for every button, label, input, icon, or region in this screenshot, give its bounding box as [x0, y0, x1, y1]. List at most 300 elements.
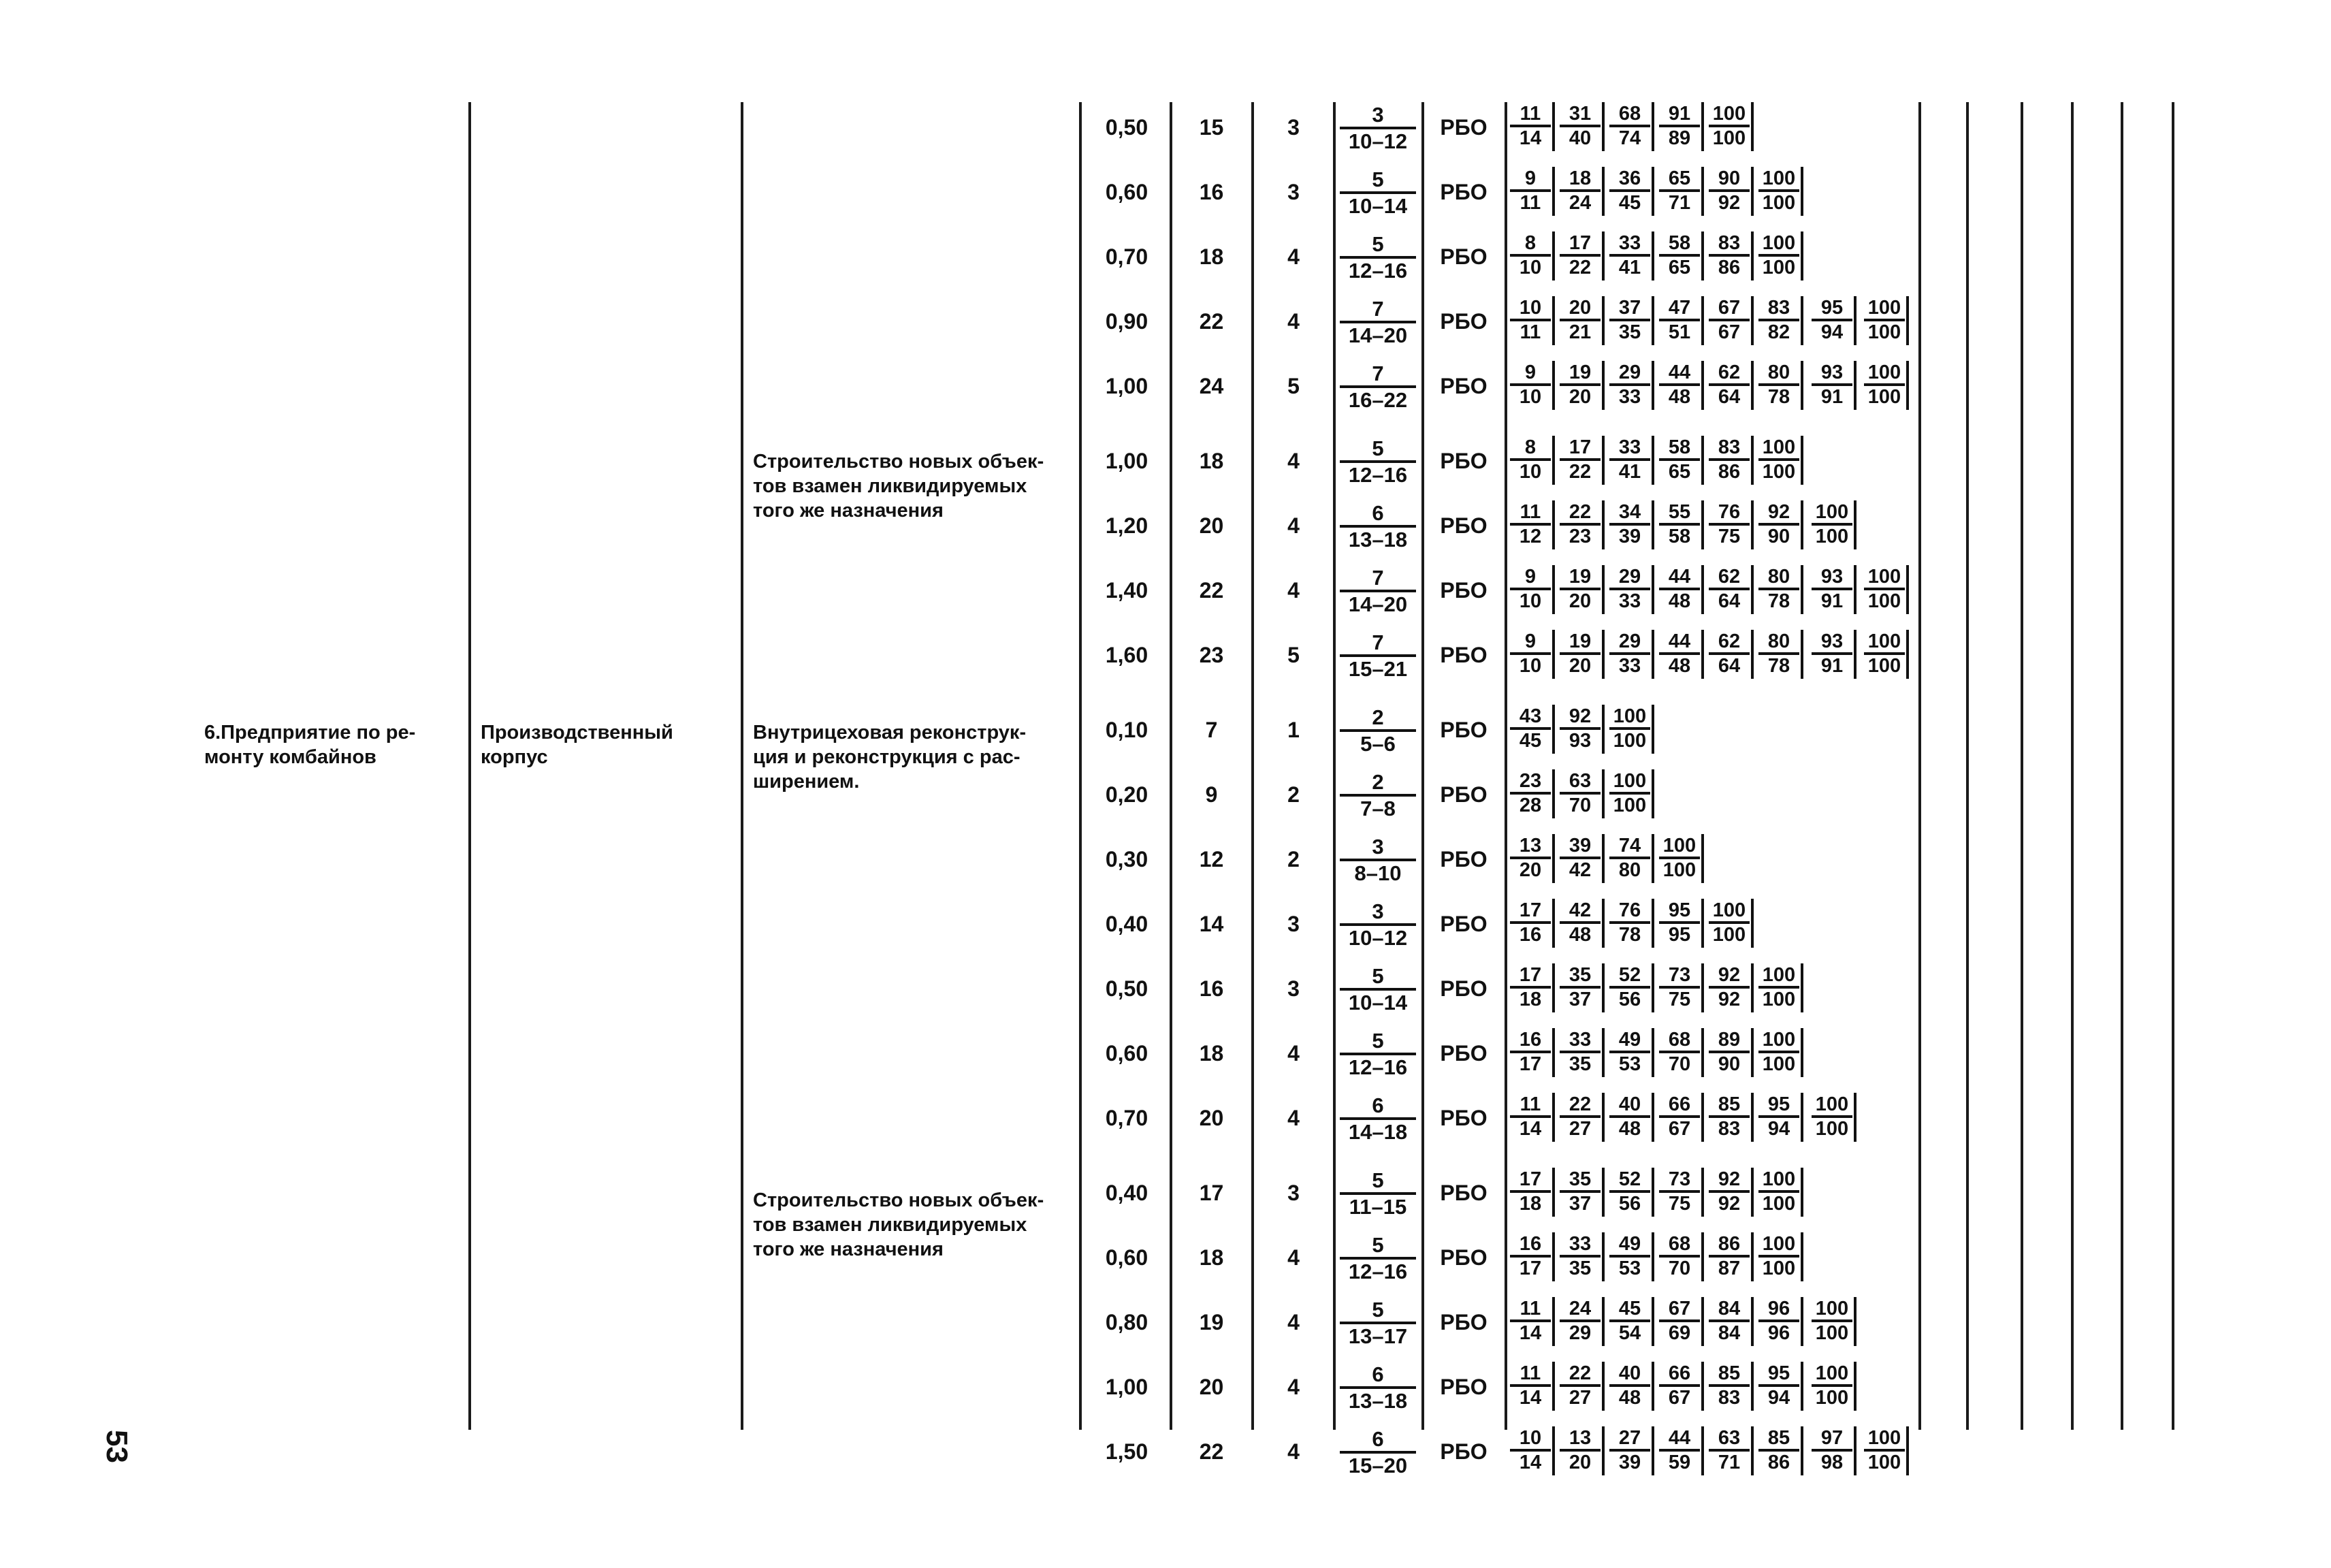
fraction-numerator: 5	[1372, 232, 1384, 256]
fraction-numerator: 17	[1519, 964, 1542, 986]
percent-fraction	[1510, 1234, 1551, 1279]
fraction-numerator: 5	[1372, 167, 1384, 191]
months-cell: 20	[1199, 1375, 1224, 1399]
fraction-numerator: 55	[1668, 501, 1691, 523]
percent-separator	[1801, 565, 1803, 614]
percent-fraction	[1609, 706, 1650, 751]
fraction-denominator: 91	[1820, 386, 1844, 408]
fraction-numerator: 22	[1569, 1093, 1592, 1115]
months-cell: 15	[1199, 115, 1224, 140]
count-cell: 5	[1287, 374, 1300, 398]
percent-fraction	[1659, 168, 1700, 213]
months-cell: 20	[1199, 1106, 1224, 1130]
fraction-numerator: 5	[1372, 436, 1384, 460]
fraction-numerator: 100	[1762, 167, 1796, 189]
fraction-denominator: 92	[1718, 192, 1741, 214]
percent-fraction	[1560, 1029, 1601, 1074]
column-rule	[1170, 102, 1172, 1430]
fraction-numerator: 11	[1520, 1362, 1541, 1384]
fraction-denominator: 98	[1820, 1452, 1844, 1473]
count-cell: 4	[1287, 449, 1300, 473]
percent-fraction	[1560, 835, 1601, 880]
column-rule	[2021, 102, 2023, 1430]
percent-fraction	[1510, 362, 1551, 407]
percent-fraction	[1609, 233, 1650, 278]
phase-fraction	[1340, 168, 1416, 217]
percent-separator	[1602, 500, 1605, 549]
percent-separator	[1701, 565, 1704, 614]
fraction-denominator: 82	[1767, 321, 1790, 343]
percent-separator	[1652, 1426, 1654, 1475]
percent-separator	[1751, 1232, 1754, 1281]
fraction-denominator: 67	[1718, 321, 1741, 343]
fraction-denominator: 75	[1718, 526, 1741, 547]
percent-separator	[1602, 436, 1605, 485]
fraction-denominator: 48	[1618, 1387, 1641, 1409]
fraction-numerator: 2	[1372, 705, 1384, 729]
fraction-denominator: 92	[1718, 1193, 1741, 1215]
cost-cell: 1,00	[1105, 449, 1148, 473]
fraction-numerator: 40	[1618, 1093, 1641, 1115]
fraction-denominator: 16	[1519, 924, 1542, 946]
fraction-denominator: 94	[1820, 321, 1844, 343]
percent-separator	[1552, 899, 1555, 948]
percent-fraction	[1864, 362, 1905, 407]
percent-separator	[1602, 565, 1605, 614]
percent-separator	[1652, 630, 1654, 679]
percent-fraction	[1864, 631, 1905, 676]
percent-separator	[1906, 565, 1909, 614]
count-cell: 3	[1287, 180, 1300, 204]
percent-separator	[1854, 1093, 1856, 1142]
months-cell: 22	[1199, 578, 1224, 603]
percent-separator	[1801, 1093, 1803, 1142]
count-cell: 1	[1287, 718, 1300, 742]
percent-separator	[1602, 1232, 1605, 1281]
percent-separator	[1751, 1426, 1754, 1475]
org-cell: РБО	[1440, 449, 1488, 473]
percent-fraction	[1560, 1363, 1601, 1408]
fraction-denominator: 93	[1569, 730, 1592, 752]
fraction-numerator: 5	[1372, 964, 1384, 988]
percent-fraction	[1510, 1169, 1551, 1214]
percent-fraction	[1758, 437, 1799, 482]
fraction-numerator: 92	[1718, 1168, 1741, 1190]
fraction-numerator: 27	[1618, 1427, 1641, 1449]
fraction-numerator: 39	[1569, 835, 1592, 857]
fraction-denominator: 22	[1569, 461, 1592, 483]
percent-separator	[1854, 361, 1856, 410]
fraction-denominator: 7–8	[1360, 797, 1396, 820]
percent-fraction	[1609, 1169, 1650, 1214]
fraction-numerator: 29	[1618, 566, 1641, 588]
percent-fraction	[1609, 835, 1650, 880]
fraction-numerator: 83	[1718, 436, 1741, 458]
percent-separator	[1751, 630, 1754, 679]
fraction-numerator: 20	[1569, 297, 1592, 319]
percent-fraction	[1510, 1298, 1551, 1343]
months-cell: 23	[1199, 643, 1224, 667]
fraction-numerator: 9	[1524, 566, 1537, 588]
fraction-numerator: 24	[1569, 1298, 1592, 1319]
fraction-numerator: 85	[1767, 1427, 1790, 1449]
fraction-numerator: 9	[1524, 630, 1537, 652]
months-cell: 18	[1199, 1041, 1224, 1066]
fraction-denominator: 10	[1519, 590, 1542, 612]
count-cell: 4	[1287, 1106, 1300, 1130]
fraction-denominator: 33	[1618, 386, 1641, 408]
fraction-numerator: 33	[1569, 1233, 1592, 1255]
fraction-denominator: 100	[1867, 321, 1901, 343]
phase-fraction	[1340, 706, 1416, 755]
fraction-numerator: 97	[1820, 1427, 1844, 1449]
percent-fraction	[1659, 1169, 1700, 1214]
column-rule	[1251, 102, 1254, 1430]
fraction-denominator: 18	[1519, 1193, 1542, 1215]
cost-cell: 0,90	[1105, 309, 1148, 334]
percent-fraction	[1510, 1363, 1551, 1408]
percent-separator	[1801, 436, 1803, 485]
fraction-numerator: 11	[1520, 1298, 1541, 1319]
phase-fraction	[1340, 771, 1416, 820]
percent-fraction	[1609, 1428, 1650, 1473]
column-rule	[1966, 102, 1969, 1430]
fraction-denominator: 12–16	[1348, 1260, 1408, 1283]
percent-separator	[1552, 1362, 1555, 1411]
fraction-numerator: 49	[1618, 1029, 1641, 1051]
count-cell: 4	[1287, 1310, 1300, 1334]
org-cell: РБО	[1440, 1245, 1488, 1270]
percent-fraction	[1510, 566, 1551, 611]
fraction-numerator: 45	[1618, 1298, 1641, 1319]
fraction-denominator: 71	[1718, 1452, 1741, 1473]
org-cell: РБО	[1440, 244, 1488, 269]
months-cell: 7	[1205, 718, 1218, 742]
fraction-denominator: 39	[1618, 526, 1641, 547]
fraction-numerator: 33	[1618, 232, 1641, 254]
fraction-numerator: 95	[1767, 1093, 1790, 1115]
percent-separator	[1906, 630, 1909, 679]
fraction-denominator: 14	[1519, 1322, 1542, 1344]
fraction-denominator: 100	[1662, 859, 1697, 881]
percent-separator	[1652, 1028, 1654, 1077]
fraction-numerator: 92	[1569, 705, 1592, 727]
fraction-denominator: 17	[1519, 1258, 1542, 1279]
fraction-numerator: 22	[1569, 1362, 1592, 1384]
fraction-denominator: 86	[1718, 461, 1741, 483]
percent-fraction	[1709, 298, 1750, 342]
fraction-numerator: 100	[1867, 566, 1901, 588]
fraction-denominator: 100	[1712, 127, 1746, 149]
fraction-denominator: 20	[1569, 1452, 1592, 1473]
percent-separator	[1552, 1028, 1555, 1077]
percent-separator	[1854, 630, 1856, 679]
percent-fraction	[1758, 233, 1799, 278]
column-rule	[2172, 102, 2174, 1430]
percent-fraction	[1659, 1428, 1700, 1473]
percent-separator	[1552, 1093, 1555, 1142]
phase-fraction	[1340, 1234, 1416, 1283]
percent-fraction	[1659, 965, 1700, 1010]
months-cell: 22	[1199, 309, 1224, 334]
percent-fraction	[1609, 900, 1650, 945]
fraction-denominator: 78	[1767, 386, 1790, 408]
percent-fraction	[1659, 1234, 1700, 1279]
percent-separator	[1652, 231, 1654, 281]
percent-separator	[1701, 899, 1704, 948]
object-label: Производственный корпус	[481, 722, 673, 768]
percent-fraction	[1659, 1298, 1700, 1343]
percent-separator	[1602, 1362, 1605, 1411]
percent-fraction	[1709, 437, 1750, 482]
percent-separator	[1652, 963, 1654, 1012]
fraction-denominator: 87	[1718, 1258, 1741, 1279]
percent-fraction	[1609, 1298, 1650, 1343]
fraction-denominator: 100	[1762, 1053, 1796, 1075]
phase-fraction	[1340, 362, 1416, 411]
phase-fraction	[1340, 502, 1416, 551]
fraction-denominator: 56	[1618, 989, 1641, 1010]
fraction-denominator: 70	[1569, 795, 1592, 816]
fraction-denominator: 48	[1668, 386, 1691, 408]
cost-cell: 0,50	[1105, 976, 1148, 1001]
fraction-denominator: 100	[1762, 989, 1796, 1010]
fraction-numerator: 66	[1668, 1093, 1691, 1115]
fraction-denominator: 67	[1668, 1118, 1691, 1140]
phase-fraction	[1340, 1363, 1416, 1412]
percent-separator	[1652, 834, 1654, 883]
fraction-numerator: 8	[1524, 436, 1537, 458]
fraction-denominator: 100	[1815, 1118, 1849, 1140]
percent-separator	[1801, 1232, 1803, 1281]
fraction-numerator: 52	[1618, 1168, 1641, 1190]
percent-fraction	[1609, 168, 1650, 213]
fraction-denominator: 65	[1668, 461, 1691, 483]
fraction-denominator: 45	[1519, 730, 1542, 752]
percent-fraction	[1609, 771, 1650, 816]
fraction-numerator: 85	[1718, 1362, 1741, 1384]
fraction-numerator: 13	[1569, 1427, 1592, 1449]
fraction-numerator: 74	[1618, 835, 1641, 857]
percent-separator	[1552, 705, 1555, 754]
percent-separator	[1602, 231, 1605, 281]
fraction-denominator: 20	[1519, 859, 1542, 881]
fraction-numerator: 68	[1668, 1233, 1691, 1255]
fraction-numerator: 93	[1820, 566, 1844, 588]
percent-separator	[1652, 1297, 1654, 1346]
phase-fraction	[1340, 1428, 1416, 1477]
percent-fraction	[1758, 566, 1799, 611]
percent-separator	[1652, 500, 1654, 549]
percent-separator	[1652, 565, 1654, 614]
phase-fraction	[1340, 437, 1416, 486]
fraction-denominator: 10	[1519, 461, 1542, 483]
fraction-numerator: 44	[1668, 362, 1691, 383]
fraction-numerator: 89	[1718, 1029, 1741, 1051]
percent-separator	[1602, 1093, 1605, 1142]
percent-fraction	[1560, 168, 1601, 213]
percent-fraction	[1510, 900, 1551, 945]
fraction-numerator: 83	[1767, 297, 1790, 319]
percent-fraction	[1709, 900, 1750, 945]
percent-fraction	[1510, 1094, 1551, 1139]
fraction-denominator: 13–18	[1348, 1389, 1408, 1413]
percent-fraction	[1560, 103, 1601, 148]
fraction-numerator: 19	[1569, 362, 1592, 383]
fraction-denominator: 14–20	[1348, 592, 1408, 616]
phase-fraction	[1340, 1094, 1416, 1143]
column-rule	[1333, 102, 1336, 1430]
count-cell: 4	[1287, 1439, 1300, 1464]
percent-fraction	[1709, 168, 1750, 213]
percent-fraction	[1758, 502, 1799, 547]
fraction-denominator: 78	[1767, 590, 1790, 612]
phase-fraction	[1340, 233, 1416, 282]
percent-separator	[1701, 1093, 1704, 1142]
months-cell: 18	[1199, 244, 1224, 269]
cost-cell: 1,00	[1105, 374, 1148, 398]
fraction-denominator: 35	[1618, 321, 1641, 343]
column-rule	[2071, 102, 2074, 1430]
months-cell: 22	[1199, 1439, 1224, 1464]
fraction-numerator: 17	[1569, 436, 1592, 458]
fraction-denominator: 100	[1815, 526, 1849, 547]
fraction-numerator: 91	[1668, 103, 1691, 125]
fraction-denominator: 94	[1767, 1387, 1790, 1409]
fraction-denominator: 95	[1668, 924, 1691, 946]
fraction-numerator: 33	[1618, 436, 1641, 458]
fraction-denominator: 90	[1767, 526, 1790, 547]
fraction-denominator: 58	[1668, 526, 1691, 547]
fraction-numerator: 100	[1867, 362, 1901, 383]
fraction-numerator: 6	[1372, 1362, 1384, 1386]
fraction-denominator: 16–22	[1348, 388, 1408, 412]
percent-fraction	[1864, 566, 1905, 611]
fraction-denominator: 54	[1618, 1322, 1641, 1344]
fraction-numerator: 84	[1718, 1298, 1741, 1319]
fraction-numerator: 68	[1668, 1029, 1691, 1051]
percent-fraction	[1709, 566, 1750, 611]
fraction-denominator: 37	[1569, 1193, 1592, 1215]
cost-cell: 0,60	[1105, 1245, 1148, 1270]
page-number: 53	[100, 1430, 133, 1463]
fraction-denominator: 10–12	[1348, 129, 1408, 153]
fraction-numerator: 7	[1372, 297, 1384, 321]
fraction-denominator: 48	[1668, 590, 1691, 612]
fraction-denominator: 10	[1519, 655, 1542, 677]
fraction-denominator: 86	[1718, 257, 1741, 278]
phase-fraction	[1340, 103, 1416, 153]
percent-fraction	[1609, 298, 1650, 342]
fraction-denominator: 10	[1519, 386, 1542, 408]
fraction-denominator: 83	[1718, 1387, 1741, 1409]
fraction-denominator: 80	[1618, 859, 1641, 881]
months-cell: 20	[1199, 513, 1224, 538]
fraction-numerator: 22	[1569, 501, 1592, 523]
org-cell: РБО	[1440, 782, 1488, 807]
fraction-numerator: 33	[1569, 1029, 1592, 1051]
percent-fraction	[1659, 1363, 1700, 1408]
fraction-numerator: 9	[1524, 167, 1537, 189]
percent-separator	[1701, 963, 1704, 1012]
fraction-numerator: 80	[1767, 630, 1790, 652]
percent-fraction	[1510, 1428, 1551, 1473]
org-cell: РБО	[1440, 718, 1488, 742]
fraction-denominator: 42	[1569, 859, 1592, 881]
percent-separator	[1652, 102, 1654, 151]
fraction-numerator: 100	[1662, 835, 1697, 857]
percent-separator	[1602, 1168, 1605, 1217]
months-cell: 18	[1199, 449, 1224, 473]
fraction-denominator: 13–18	[1348, 528, 1408, 551]
fraction-numerator: 42	[1569, 899, 1592, 921]
fraction-numerator: 63	[1718, 1427, 1741, 1449]
fraction-numerator: 23	[1519, 770, 1542, 792]
percent-fraction	[1560, 771, 1601, 816]
phase-fraction	[1340, 835, 1416, 884]
cost-cell: 0,20	[1105, 782, 1148, 807]
fraction-numerator: 6	[1372, 1093, 1384, 1117]
fraction-denominator: 86	[1767, 1452, 1790, 1473]
percent-separator	[1652, 769, 1654, 818]
fraction-numerator: 35	[1569, 964, 1592, 986]
percent-fraction	[1659, 233, 1700, 278]
percent-fraction	[1609, 502, 1650, 547]
percent-fraction	[1609, 1094, 1650, 1139]
fraction-denominator: 100	[1815, 1387, 1849, 1409]
fraction-denominator: 48	[1569, 924, 1592, 946]
percent-fraction	[1812, 502, 1852, 547]
percent-separator	[1701, 167, 1704, 216]
percent-separator	[1602, 1297, 1605, 1346]
org-cell: РБО	[1440, 115, 1488, 140]
percent-separator	[1552, 630, 1555, 679]
fraction-denominator: 89	[1668, 127, 1691, 149]
enterprise-label: 6.Предприятие по ре- монту комбайнов	[204, 722, 416, 768]
percent-separator	[1552, 102, 1555, 151]
percent-fraction	[1758, 1363, 1799, 1408]
percent-fraction	[1812, 1428, 1852, 1473]
percent-fraction	[1758, 168, 1799, 213]
percent-separator	[1652, 296, 1654, 345]
percent-fraction	[1560, 1298, 1601, 1343]
fraction-numerator: 95	[1767, 1362, 1790, 1384]
percent-fraction	[1560, 965, 1601, 1010]
percent-fraction	[1609, 566, 1650, 611]
fraction-denominator: 12	[1519, 526, 1542, 547]
phase-fraction	[1340, 1029, 1416, 1078]
fraction-denominator: 70	[1668, 1258, 1691, 1279]
percent-fraction	[1510, 1029, 1551, 1074]
fraction-denominator: 10–14	[1348, 194, 1408, 218]
percent-fraction	[1709, 1029, 1750, 1074]
percent-fraction	[1758, 362, 1799, 407]
fraction-denominator: 59	[1668, 1452, 1691, 1473]
percent-fraction	[1510, 502, 1551, 547]
fraction-numerator: 10	[1519, 1427, 1542, 1449]
percent-fraction	[1560, 1234, 1601, 1279]
percent-separator	[1854, 500, 1856, 549]
fraction-denominator: 12–16	[1348, 1055, 1408, 1079]
percent-separator	[1751, 500, 1754, 549]
work-type-label: Внутрицеховая реконструк- ция и реконструкция с рас- ширением.	[753, 722, 1027, 793]
fraction-denominator: 23	[1569, 526, 1592, 547]
percent-fraction	[1864, 298, 1905, 342]
work-type-label: Строительство новых объек- тов взамен ликвидируемых того же назначения	[753, 451, 1044, 522]
fraction-denominator: 78	[1618, 924, 1641, 946]
fraction-denominator: 11	[1520, 192, 1541, 214]
percent-fraction	[1812, 1363, 1852, 1408]
